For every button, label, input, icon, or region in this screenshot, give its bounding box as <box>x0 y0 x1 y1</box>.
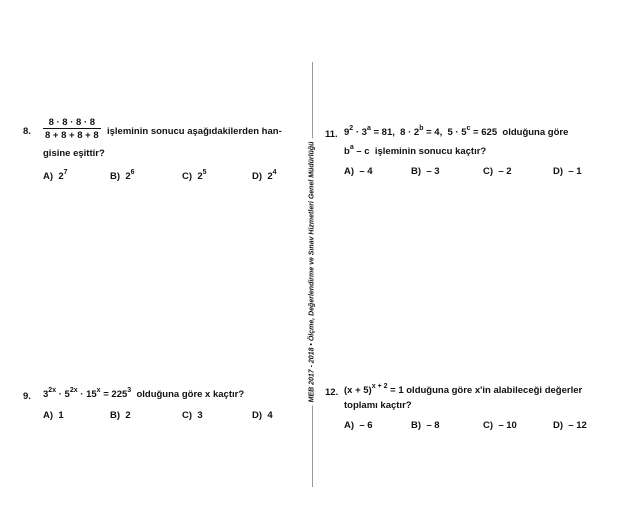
option-letter: D) <box>553 166 564 177</box>
option-base: 2 <box>125 171 131 182</box>
question-12-option-a[interactable] <box>344 420 373 431</box>
question-12-number: 12. <box>325 387 339 398</box>
option-value: – 6 <box>359 420 373 431</box>
question-12-option-c[interactable] <box>483 420 517 431</box>
sidebar-vertical-text: MEB 2017 - 2018 • Ölçme, Değerlendirme ve Sınav Hizmetleri Genel Müdürlüğü <box>309 139 316 406</box>
question-8-option-d[interactable] <box>252 171 277 182</box>
question-8-text-line2: gisine eşittir? <box>43 148 105 159</box>
question-8-option-c[interactable] <box>182 171 207 182</box>
option-letter: D) <box>553 420 564 431</box>
question-9-option-c[interactable] <box>182 410 203 421</box>
fraction-denominator: 8 + 8 + 8 + 8 <box>45 130 99 141</box>
option-letter: B) <box>411 166 422 177</box>
option-letter: A) <box>344 420 355 431</box>
option-value: – 2 <box>498 166 512 177</box>
question-12-text-line2: toplamı kaçtır? <box>344 400 412 411</box>
question-9-option-a[interactable] <box>43 410 64 421</box>
question-8-option-a[interactable] <box>43 171 68 182</box>
option-letter: C) <box>182 410 193 421</box>
question-8-option-b[interactable] <box>110 171 135 182</box>
option-base: 2 <box>58 171 64 182</box>
question-9-option-b[interactable] <box>110 410 131 421</box>
question-12-option-b[interactable] <box>411 420 440 431</box>
question-11-option-b[interactable] <box>411 166 440 177</box>
option-letter: A) <box>344 166 355 177</box>
option-exponent: 5 <box>202 169 207 176</box>
option-value: 2 <box>125 410 131 421</box>
option-value: – 10 <box>498 420 517 431</box>
option-letter: C) <box>182 171 193 182</box>
option-value: – 1 <box>568 166 582 177</box>
question-11-option-a[interactable] <box>344 166 373 177</box>
option-exponent: 7 <box>63 169 68 176</box>
question-12-option-d[interactable] <box>553 420 587 431</box>
question-11-text-line1: $9^2 \cdot 3^a = 81$, $8 \cdot 2^b = 4$, $5 \cdot 5^c = 625$ olduğuna göre <box>344 125 569 138</box>
option-value: – 3 <box>426 166 440 177</box>
option-value: 3 <box>197 410 203 421</box>
option-letter: B) <box>110 410 121 421</box>
option-letter: A) <box>43 171 54 182</box>
option-letter: A) <box>43 410 54 421</box>
question-11-text-line2: $b^a$ – c işleminin sonucu kaçtır? <box>344 144 487 157</box>
option-letter: C) <box>483 420 494 431</box>
question-8-text-line1: işleminin sonucu aşağıdakilerden han- <box>107 126 282 137</box>
option-value: – 12 <box>568 420 587 431</box>
question-8-number: 8. <box>23 126 31 137</box>
question-11-option-c[interactable] <box>483 166 512 177</box>
question-11-number: 11. <box>325 129 338 140</box>
option-letter: B) <box>110 171 121 182</box>
option-exponent: 6 <box>130 169 135 176</box>
question-9-text: $3^{2x} \cdot 5^{2x} \cdot 15^x = 225^3$ olduğuna göre x kaçtır? <box>43 387 245 400</box>
option-value: – 8 <box>426 420 440 431</box>
option-letter: D) <box>252 410 263 421</box>
option-value: 1 <box>58 410 64 421</box>
option-base: 2 <box>197 171 203 182</box>
option-letter: B) <box>411 420 422 431</box>
option-letter: D) <box>252 171 263 182</box>
question-8-fraction <box>43 117 101 141</box>
option-value: – 4 <box>359 166 373 177</box>
option-exponent: 4 <box>272 169 277 176</box>
option-value: 4 <box>267 410 273 421</box>
question-9-number: 9. <box>23 391 31 402</box>
option-letter: C) <box>483 166 494 177</box>
fraction-numerator: 8 · 8 · 8 · 8 <box>48 117 96 128</box>
question-9-option-d[interactable] <box>252 410 273 421</box>
option-base: 2 <box>267 171 273 182</box>
question-12-text-line1: $(x + 5)^{x + 2} = 1$ olduğuna göre x'in alabileceği değerler <box>344 383 583 396</box>
question-11-option-d[interactable] <box>553 166 582 177</box>
